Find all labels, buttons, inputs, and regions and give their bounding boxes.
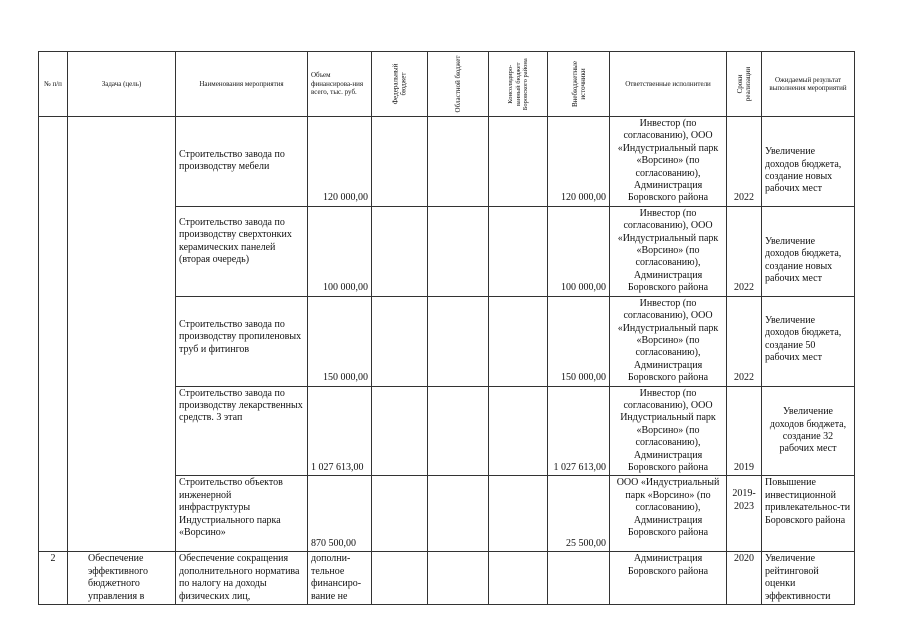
result-value: Увеличение доходов бюджета, создание 32 рабочих мест [762,386,855,476]
volume-value: 150 000,00 [308,296,372,386]
terms-value: 2022 [727,117,762,207]
result-value: Увеличение доходов бюджета, создание 50 рабочих мест [762,296,855,386]
table-header-row [39,52,855,117]
task-cell-empty [68,117,176,552]
volume-value: 120 000,00 [308,117,372,207]
regional-cell [428,117,489,207]
header-task: Задача (цель) [68,52,176,117]
regional-cell [428,476,489,552]
offbudget-value: 25 500,00 [548,476,610,552]
header-volume: Объем финансирова-ния всего, тыс. руб. [308,52,372,117]
offbudget-value: 1 027 613,00 [548,386,610,476]
num-cell-empty [39,117,68,552]
federal-cell [372,206,428,296]
responsible-value: Инвестор (по согласованию), ООО «Индустриальный парк «Ворсино» (по согласованию), Администрация Боровского района [610,296,727,386]
offbudget-value: 120 000,00 [548,117,610,207]
result-value: Увеличение доходов бюджета, создание новых рабочих мест [762,117,855,207]
header-num: № п/п [39,52,68,117]
header-name: Наименования мероприятия [176,52,308,117]
offbudget-value: 100 000,00 [548,206,610,296]
regional-cell [428,296,489,386]
header-terms: Сроки реализации [727,52,762,117]
consolidated-cell [489,386,548,476]
consolidated-cell [489,117,548,207]
header-consolidated: Консолидиро-ванный бюджет Боровского района [489,52,548,117]
header-result: Ожидаемый результат выполнения мероприятий [762,52,855,117]
volume-value: дополни-тельное финансиро-вание не [308,552,372,605]
consolidated-cell [489,476,548,552]
result-value: Увеличение рейтинговой оценки эффективности [762,552,855,605]
terms-value: 2022 [727,296,762,386]
header-offbudget: Внебюджетные источники [548,52,610,117]
measure-name: Строительство объектов инженерной инфраструктуры Индустриального парка «Ворсино» [176,476,308,552]
result-value: Повышение инвестиционной привлекательнос-ти Боровского района [762,476,855,552]
header-responsible: Ответственные исполнители [610,52,727,117]
volume-value: 100 000,00 [308,206,372,296]
task-value: Обеспечение эффективного бюджетного управления в [68,552,176,605]
terms-value: 2022 [727,206,762,296]
responsible-value: Инвестор (по согласованию), ООО «Индустриальный парк «Ворсино» (по согласованию), Администрация Боровского района [610,117,727,207]
consolidated-cell [489,296,548,386]
consolidated-cell [489,206,548,296]
federal-cell [372,296,428,386]
responsible-value: Инвестор (по согласованию), ООО Индустриальный парк «Ворсино» (по согласованию), Администрация Боровского района [610,386,727,476]
result-value: Увеличение доходов бюджета, создание новых рабочих мест [762,206,855,296]
regional-cell [428,386,489,476]
table-row [39,552,855,605]
measures-table [38,51,855,605]
header-federal: Федеральный бюджет [372,52,428,117]
responsible-value: Инвестор (по согласованию), ООО «Индустриальный парк «Ворсино» (по согласованию), Администрация Боровского района [610,206,727,296]
measure-name: Строительство завода по производству сверхтонких керамических панелей (вторая очередь) [176,206,308,296]
table-row [39,117,855,207]
federal-cell [372,386,428,476]
responsible-value: ООО «Индустриальный парк «Ворсино» (по согласованию), Администрация Боровского района [610,476,727,552]
terms-value: 2019-2023 [727,476,762,552]
measure-name: Строительство завода по производству лекарственных средств. 3 этап [176,386,308,476]
offbudget-cell [548,552,610,605]
offbudget-value: 150 000,00 [548,296,610,386]
terms-value: 2020 [727,552,762,605]
measure-name: Строительство завода по производству мебели [176,117,308,207]
volume-value: 870 500,00 [308,476,372,552]
measure-name: Строительство завода по производству пропиленовых труб и фитингов [176,296,308,386]
row-number: 2 [39,552,68,605]
federal-cell [372,552,428,605]
federal-cell [372,117,428,207]
responsible-value: Администрация Боровского района [610,552,727,605]
volume-value: 1 027 613,00 [308,386,372,476]
header-regional: Областной бюджет [428,52,489,117]
consolidated-cell [489,552,548,605]
regional-cell [428,552,489,605]
federal-cell [372,476,428,552]
measure-name: Обеспечение сокращения дополнительного норматива по налогу на доходы физических лиц, [176,552,308,605]
terms-value: 2019 [727,386,762,476]
regional-cell [428,206,489,296]
